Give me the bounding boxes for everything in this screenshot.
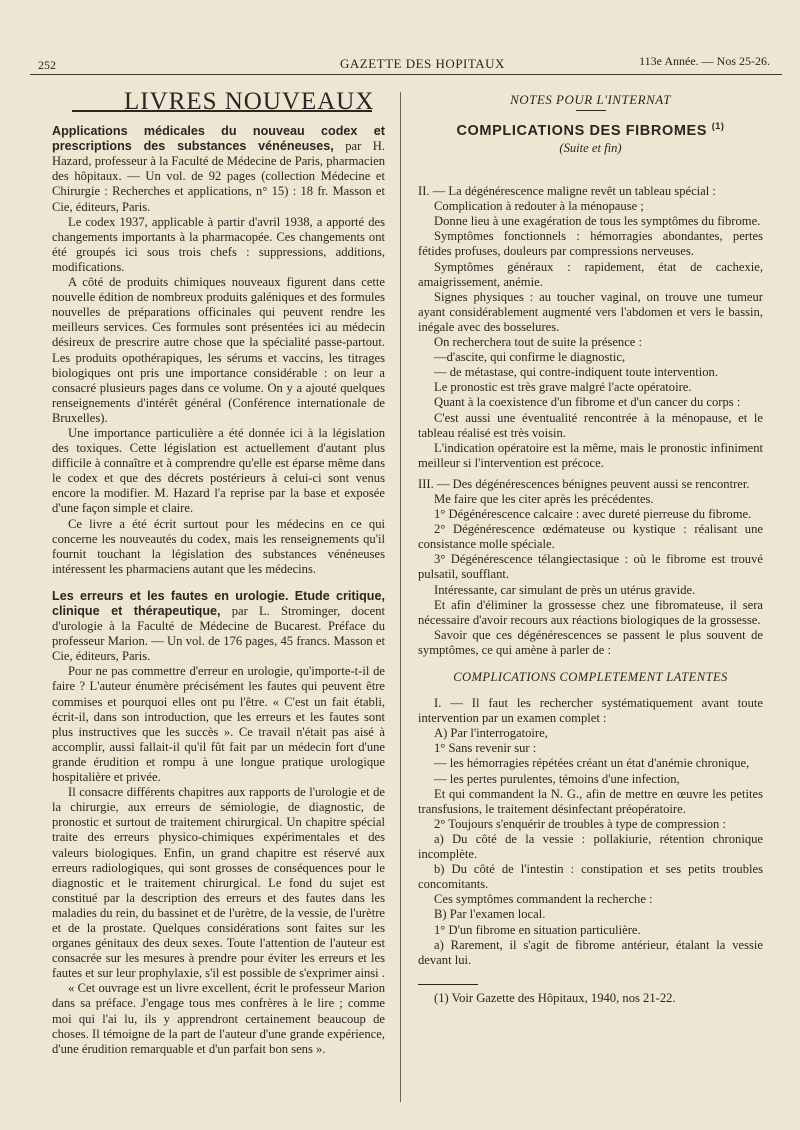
text-line: 3° Dégénérescence télangiectasique : où le fibrome est trouvé pulsatil, soufflant. [418,552,763,582]
text-line: B) Par l'examen local. [434,907,546,922]
text-line: Complication à redouter à la ménopause ; [434,199,644,214]
text-line: Symptômes généraux : rapidement, état de cachexie, amaigrissement, anémie. [418,259,763,289]
book-entry-1 [52,124,385,215]
left-column [52,88,385,1057]
page-number: 252 [38,58,56,72]
book-byline-1: par H. Hazard, professeur à la Faculté de Médecine de Paris, pharmacien des hôpitaux. — Un vol. de 92 pages (collection Médecine et Chirurgie : Recherches et applications, n° 15) : 18 fr. Masson et Cie, éditeurs, Paris. [52,139,385,214]
text-line: Me faire que les citer après les précédentes. [434,491,654,506]
running-head: NOTES POUR L'INTERNAT [510,92,671,107]
text-line: On recherchera tout de suite la présence : [434,335,643,350]
running-head-rule [576,110,606,111]
text-line: Symptômes fonctionnels : hémorragies abondantes, pertes fétides profuses, douleurs par compressions nerveuses. [418,229,763,259]
book-title-1: Applications médicales du nouveau codex et prescriptions des substances vénéneuses, [52,124,385,154]
book1-paragraph: A côté de produits chimiques nouveaux figurent dans cette nouvelle édition de nombreux produits galéniques et des formules nouvelles de préparations officinales qui peuvent rendre les meilleurs services. Ces formules sont présentées ici au médecin désireux de prescrire autre chose que la spécialité passe-partout. Les produits opothérapiques, les sérums et vaccins, les titrages biologiques ont pris une importance considérable : on leur a consacré plusieurs pages dans ce volume. On y a ajouté quelques renseignements d'intérêt général (Conférence internationale de Bruxelles). [52,275,385,425]
text-line: 2° Toujours s'enquérir de troubles à type de compression : [434,816,726,831]
book2-paragraph: « Cet ouvrage est un livre excellent, écrit le professeur Marion dans sa préface. J'engage tous mes confrères à le lire ; comme moi qui l'ai lu, ils y apprendront certainement beaucoup de choses. Il témoigne de la part de l'auteur d'une grande expérience, d'une érudition remarquable et d'un parfait bon sens ». [52,981,385,1056]
section-2-body [418,199,763,471]
header-rule [30,74,782,75]
latent-heading: COMPLICATIONS COMPLETEMENT LATENTES [453,670,728,685]
text-line: Le pronostic est très grave malgré l'acte opératoire. [434,380,692,395]
book2-paragraph: Il consacre différents chapitres aux rapports de l'urologie et de la chirurgie, aux erreurs de sémiologie, de diagnostic, de pronostic et surtout de traitement chirurgical. Un chapitre spécial traite des erreurs physico-chimiques expérimentales et des valeurs biologiques. Enfin, un grand chapitre est réservé aux erreurs radiologiques, qui sont grosses de conséquences pour le diagnostic et le traitement chirurgical. Le fond du sujet est constitué par la description des erreurs et des fautes dans les maladies du rein, du bassinet et de l'urètre, de la vessie, de l'urètre et de la prostate. Quelques considérations sont faites sur les organes génitaux des deux sexes. Toute l'attention de l'auteur est consacrée sur les mesures à prendre pour éviter les erreurs et les fautes et sur leur prophylaxie, s'il est possible de s'exprimer ainsi . [52,785,385,981]
text-line: Signes physiques : au toucher vaginal, on trouve une tumeur ayant considérablement augmenté vers l'abdomen et vers le bassin, inégale avec des bosselures. [418,289,763,334]
book-entry-2 [52,589,385,664]
text-line: 1° Dégénérescence calcaire : avec dureté pierreuse du fibrome. [434,507,752,522]
right-column [418,92,763,1006]
section-3-body [418,492,763,658]
article-subtitle: (Suite et fin) [559,141,622,156]
article-footnote-ref: (1) [711,121,725,132]
section-title: LIVRES NOUVEAUX [124,88,375,115]
text-line: Intéressante, car simulant de près un utérus gravide. [434,582,696,597]
text-line: b) Du côté de l'intestin : constipation et ses petits troubles concomitants. [418,862,763,892]
journal-title: GAZETTE DES HOPITAUX [340,56,505,71]
column-divider [400,92,401,1102]
footnote-rule [418,984,478,985]
article-title [418,119,763,139]
page-header [30,52,780,74]
text-line: L'indication opératoire est la même, mais le pronostic infiniment meilleur si l'intervention est précoce. [418,440,763,470]
text-line: a) Du côté de la vessie : pollakiurie, rétention chronique incomplète. [418,831,763,862]
text-line: — les pertes purulentes, témoins d'une infection, [434,771,680,786]
article-title-text: COMPLICATIONS DES FIBROMES [456,122,708,139]
latent-body [418,696,763,968]
book-title-2: Les erreurs et les fautes en urologie. Etude critique, clinique et thérapeutique, [52,588,385,618]
text-line: Et qui commandent la N. G., afin de mettre en œuvre les petites transfusions, le traitement désinfectant préopératoire. [418,786,763,816]
text-line: Et afin d'éliminer la grossesse chez une fibromateuse, il sera nécessaire d'avoir recours aux réactions biologiques de la grossesse. [418,597,763,627]
book1-paragraph: Ce livre a été écrit surtout pour les médecins en ce qui concerne les nouveautés du codex, mais les renseignements qu'il fournit touchant la législation des substances vénéneuses intéressent les pharmaciens autant que les médecins. [52,516,385,576]
footnote: (1) Voir Gazette des Hôpitaux, 1940, nos 21-22. [434,990,676,1005]
issue-info: 113e Année. — Nos 25-26. [639,54,770,68]
text-line: 2° Dégénérescence œdémateuse ou kystique : réalisant une consistance molle spéciale. [418,522,763,552]
book1-paragraph: Le codex 1937, applicable à partir d'avril 1938, a apporté des changements importants à la pharmacopée. Ces changements ont été groupés ici sous trois chefs : suppressions, additions, modifications. [52,214,385,274]
section-heading-3: III. — Des dégénérescences bénignes peuvent aussi se rencontrer. [418,476,750,491]
text-line: C'est aussi une éventualité rencontrée à la ménopause, et le tableau réalisé est très voisin. [418,410,763,440]
text-line: Ces symptômes commandent la recherche : [434,892,653,907]
section-heading-2: II. — La dégénérescence maligne revêt un tableau spécial : [418,184,716,199]
text-line: — de métastase, qui contre-indiquent toute intervention. [434,365,718,380]
book2-paragraph: Pour ne pas commettre d'erreur en urologie, qu'importe-t-il de faire ? L'auteur énumère précisément les fautes qui peuvent être commises et pourquoi elles ont pu l'être. « C'est un fait établi, écrit-il, dans son introduction, que les erreurs et les fautes sont plus instructives que les succès ». Ce travail n'était pas aisé à accomplir, aussi fallait-il qu'il fût fait par un médecin fort d'une grande érudition et rompu à une longue pratique urologique hospitalière et privée. [52,664,385,785]
text-line: Donne lieu à une exagération de tous les symptômes du fibrome. [434,214,761,229]
text-line: 1° Sans revenir sur : [434,741,537,756]
book-byline-2: par L. Strominger, docent d'urologie à la Faculté de Médecine de Bucarest. Préface du professeur Marion. — Un vol. de 176 pages, 45 francs. Masson et Cie, éditeurs, Paris. [52,604,385,664]
text-line: 1° D'un fibrome en situation particulière. [434,922,641,937]
book1-paragraph: Une importance particulière a été donnée ici à la législation des toxiques. Cette législation est actuellement d'autant plus difficile à connaître et à comprendre qu'elle est éparse même dans le codex et que des décrets postérieurs à celui-ci sont venus encore la modifier. M. Hazard l'a reprise par la base et exposée d'une façon simple et claire. [52,425,385,516]
text-line: Quant à la coexistence d'un fibrome et d'un cancer du corps : [434,395,741,410]
text-line: I. — Il faut les rechercher systématiquement avant toute intervention par un examen complet : [418,696,763,726]
text-line: Savoir que ces dégénérescences se passent le plus souvent de symptômes, ce qui amène à parler de : [418,627,763,657]
text-line: A) Par l'interrogatoire, [434,726,548,741]
text-line: a) Rarement, il s'agit de fibrome antérieur, étalant la vessie devant lui. [418,937,763,967]
text-line: —d'ascite, qui confirme le diagnostic, [434,350,626,365]
text-line: — les hémorragies répétées créant un état d'anémie chronique, [434,756,750,771]
